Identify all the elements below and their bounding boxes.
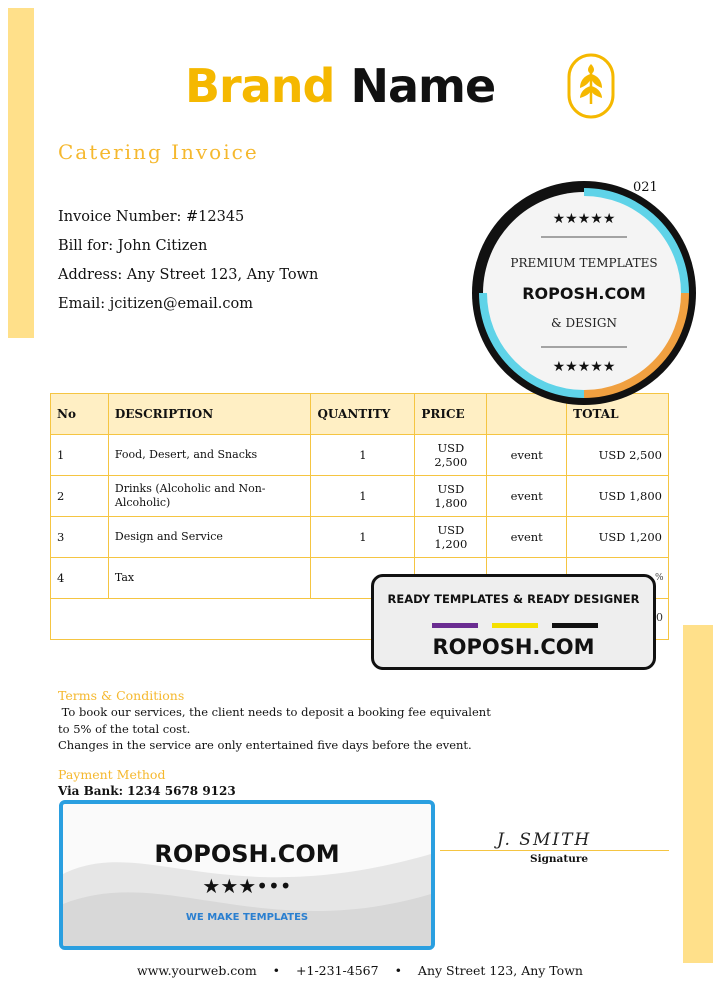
row-quantity: 1 [311,517,415,558]
terms-line-2: to 5% of the total cost. [58,721,191,736]
row-description: Drinks (Alcoholic and Non-Alcoholic) [108,476,311,517]
row-quantity: 1 [311,476,415,517]
row-total: USD 1,200 [567,517,669,558]
bill-for: Bill for: John Citizen [58,238,208,254]
signature-script: J. SMITH [497,830,592,850]
footer-sep-1: • [272,963,281,978]
header-total: TOTAL [567,394,669,435]
footer-phone: +1-231-4567 [296,963,379,978]
terms-body [58,704,491,754]
seal-line-2: ROPOSH.COM [522,284,646,303]
brand-word-2: Name [350,59,496,113]
row-quantity: 1 [311,435,415,476]
seal-stars-top: ★★★★★ [552,211,616,227]
row-no: 1 [51,435,109,476]
row-description: Food, Desert, and Snacks [108,435,311,476]
footer-address: Any Street 123, Any Town [417,963,583,978]
watermark-card-big: ROPOSH.COM [154,840,340,868]
signature-line [440,850,669,851]
invoice-number: Invoice Number: #12345 [58,209,245,225]
table-row [51,476,669,517]
footer-web: www.yourweb.com [137,963,257,978]
table-row [51,517,669,558]
header-description: DESCRIPTION [108,394,311,435]
row-unit: event [487,435,567,476]
left-accent-bar [8,8,34,338]
row-price: USD 2,500 [415,435,487,476]
header-quantity: QUANTITY [311,394,415,435]
line-purple [432,623,478,628]
watermark-box [371,574,656,670]
brand-name [185,58,495,114]
row-no: 3 [51,517,109,558]
brand-word-1: Brand [185,59,335,113]
table-row [51,435,669,476]
seal-line-1: PREMIUM TEMPLATES [510,256,658,270]
invoice-title: Catering Invoice [58,140,259,164]
row-price: USD 1,800 [415,476,487,517]
line-black [552,623,598,628]
watermark-seal [466,175,702,411]
wheat-emblem-icon [566,52,616,120]
header-price: PRICE [415,394,487,435]
terms-line-1: To book our services, the client needs to deposit a booking fee equivalent [58,705,491,719]
row-price: USD 1,200 [415,517,487,558]
header-no: No [51,394,109,435]
row-no: 4 [51,558,109,599]
watermark-card-small: WE MAKE TEMPLATES [185,912,309,923]
row-no: 2 [51,476,109,517]
seal-line-3: & DESIGN [551,316,617,330]
watermark-tail-zero: 0 [656,611,663,624]
right-accent-bar [683,625,713,963]
footer [0,963,720,978]
payment-heading: Payment Method [58,767,166,782]
terms-line-3: Changes in the service are only entertained five days before the event. [58,738,472,752]
address: Address: Any Street 123, Any Town [58,267,319,283]
invoice-info [58,203,318,319]
payment-via: Via Bank: 1234 5678 9123 [58,784,236,798]
watermark-box-big: ROPOSH.COM [432,635,595,659]
signature-label: Signature [530,853,589,865]
line-yellow [492,623,538,628]
row-unit: event [487,517,567,558]
watermark-box-lines [432,623,598,628]
watermark-box-top: READY TEMPLATES & READY DESIGNER [387,592,640,606]
row-description: Tax [108,558,311,599]
invoice-date-fragment: 021 [633,180,658,195]
row-unit: event [487,476,567,517]
row-total: USD 2,500 [567,435,669,476]
watermark-tail-percent: % [655,573,664,583]
watermark-card-stars: ★★★••• [202,874,292,898]
terms-heading: Terms & Conditions [58,688,185,703]
seal-stars-bottom: ★★★★★ [552,359,616,375]
row-total: USD 1,800 [567,476,669,517]
email: Email: jcitizen@email.com [58,296,253,312]
watermark-card [59,800,435,950]
row-description: Design and Service [108,517,311,558]
footer-sep-2: • [394,963,402,978]
